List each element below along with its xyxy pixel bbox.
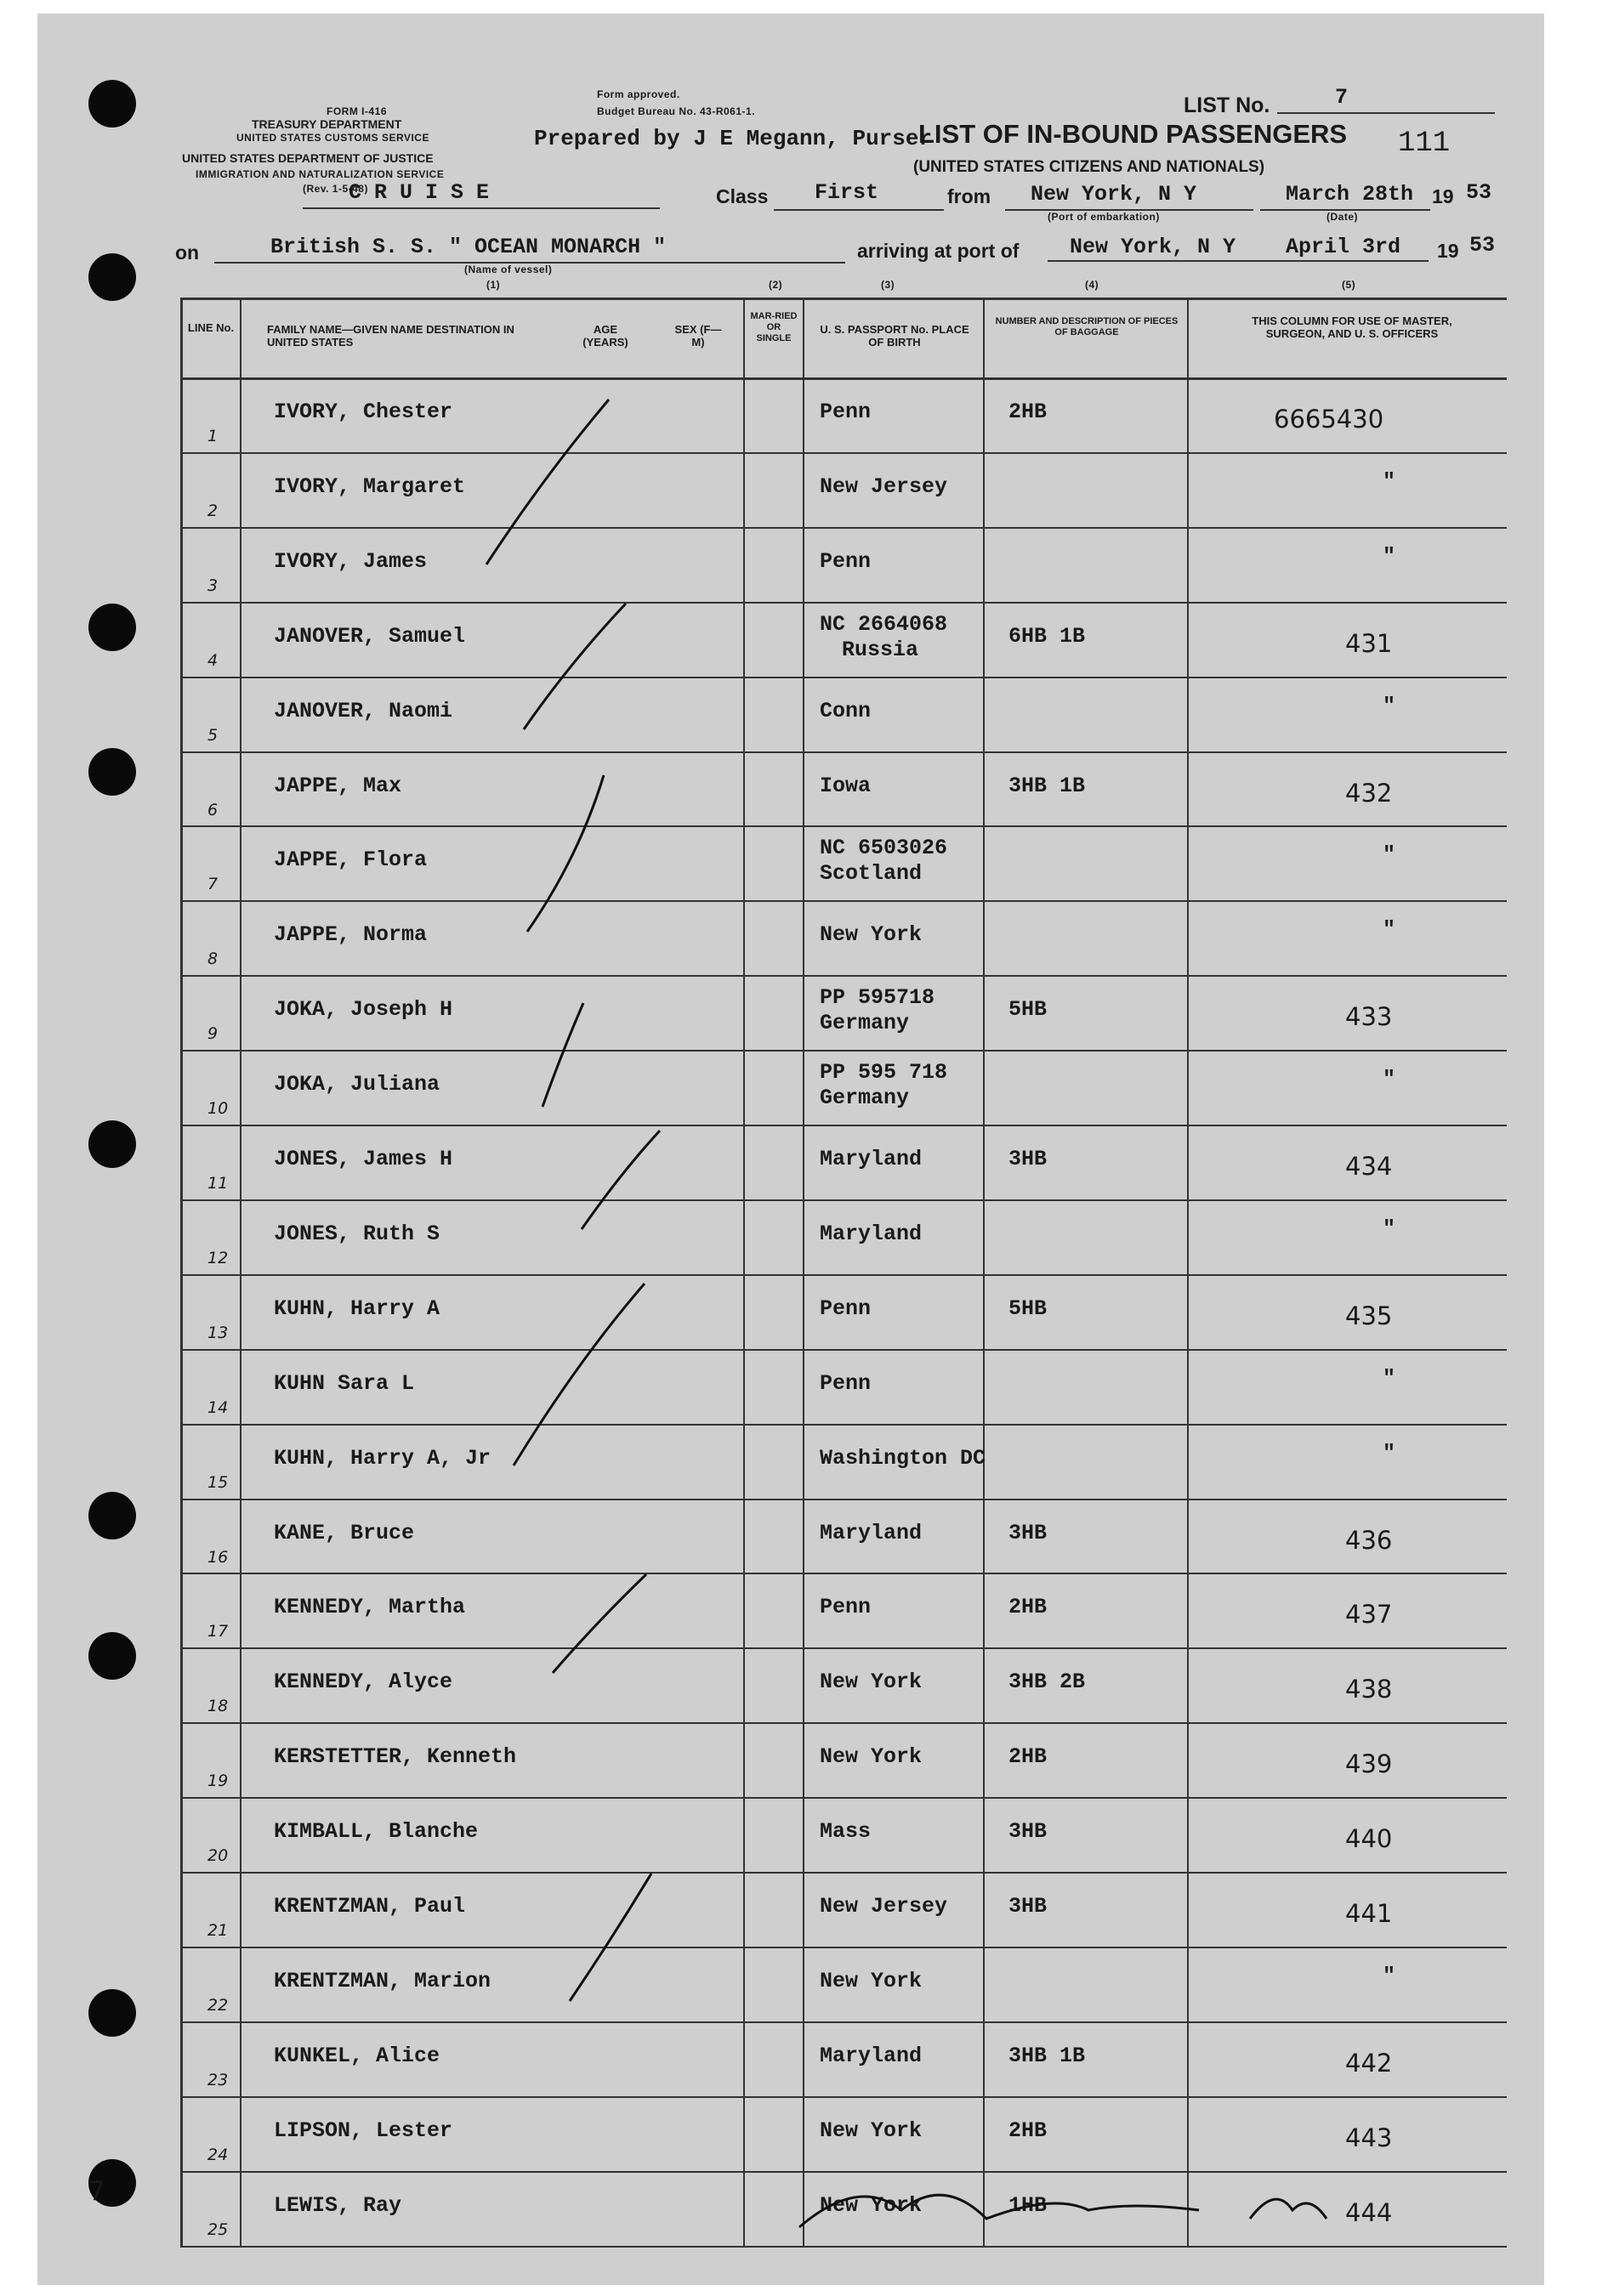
officer-note: " (1383, 1441, 1396, 1465)
form-title: LIST OF IN-BOUND PASSENGERS (918, 119, 1348, 149)
place-of-birth: Penn (820, 549, 872, 574)
passenger-name: JONES, Ruth S (274, 1222, 440, 1246)
line-number: 25 (207, 2220, 229, 2239)
officer-note: " (1383, 469, 1396, 494)
col-number: (2) (769, 279, 783, 291)
class-value: First (815, 180, 879, 205)
passenger-name: JOKA, Joseph H (274, 997, 453, 1022)
cruise-stamp: C R U I S E (349, 180, 490, 205)
list-number: 7 (1335, 85, 1349, 110)
baggage: 5HB (1008, 997, 1048, 1022)
col-header-name: FAMILY NAME—GIVEN NAME DESTINATION IN UNITED STATES (267, 323, 514, 349)
passenger-name: KANE, Bruce (274, 1521, 415, 1545)
place-of-birth: New York (820, 2193, 923, 2218)
baggage: 2HB (1008, 1744, 1048, 1769)
line-number: 8 (207, 950, 219, 968)
line-number: 23 (207, 2071, 229, 2089)
officer-note: " (1383, 1067, 1396, 1091)
line-number: 5 (207, 726, 219, 745)
line-number: 14 (207, 1398, 229, 1417)
baggage: 2HB (1008, 1595, 1048, 1619)
officer-note: 442 (1345, 2049, 1393, 2078)
prepared-by: Prepared by J E Megann, Purser (534, 126, 933, 151)
agency-treasury: TREASURY DEPARTMENT (252, 117, 402, 131)
officer-note: 435 (1345, 1301, 1393, 1330)
officer-note: 431 (1345, 629, 1393, 658)
line-number: 22 (207, 1996, 229, 2015)
baggage: 3HB 1B (1008, 2044, 1086, 2068)
col-number: (3) (881, 279, 895, 291)
passenger-name: KUHN, Harry A (274, 1296, 440, 1321)
passenger-name: KUNKEL, Alice (274, 2044, 440, 2068)
line-number: 10 (207, 1099, 229, 1118)
line-number: 13 (207, 1324, 229, 1342)
baggage: 3HB (1008, 1819, 1048, 1844)
form-subtitle: (UNITED STATES CITIZENS AND NATIONALS) (913, 158, 1265, 176)
year-prefix: 19 (1432, 185, 1454, 207)
line-number: 9 (207, 1024, 219, 1043)
port-of-embarkation: New York, N Y (1031, 182, 1197, 207)
vessel-name: British S. S. " OCEAN MONARCH " (270, 235, 667, 259)
col-number: (1) (486, 279, 501, 291)
arrival-year-prefix: 19 (1437, 240, 1459, 262)
place-of-birth: New York (820, 2118, 923, 2143)
passenger-name: LEWIS, Ray (274, 2193, 402, 2218)
line-number: 21 (207, 1921, 229, 1940)
baggage: 2HB (1008, 400, 1048, 424)
passenger-name: JAPPE, Max (274, 774, 402, 798)
port-label: (Port of embarkation) (1048, 211, 1160, 223)
line-number: 4 (207, 651, 219, 670)
place-of-birth: Mass (820, 1819, 872, 1844)
line-number: 2 (207, 502, 219, 520)
col-number: (5) (1342, 279, 1356, 291)
line-number: 19 (207, 1772, 229, 1790)
passenger-name: KRENTZMAN, Paul (274, 1894, 466, 1919)
line-number: 18 (207, 1697, 229, 1715)
officer-note: " (1383, 1216, 1396, 1241)
place-of-birth: New York (820, 1969, 923, 1993)
officer-note: " (1383, 694, 1396, 718)
officer-note: 443 (1345, 2123, 1393, 2152)
class-label: Class (716, 185, 769, 207)
place-of-birth: Washington DC (820, 1446, 986, 1471)
place-of-birth: Russia (842, 638, 919, 662)
baggage: 1HB (1008, 2193, 1048, 2218)
passport-number: NC 6503026 (820, 836, 948, 860)
officer-note: 433 (1345, 1002, 1393, 1031)
list-number-label: LIST No. (1184, 94, 1270, 117)
form-number: FORM I-416 (327, 105, 388, 117)
line-number: 3 (207, 576, 219, 595)
passenger-name: JAPPE, Flora (274, 848, 428, 872)
line-number: 1 (207, 427, 219, 445)
place-of-birth: New York (820, 922, 923, 947)
officer-note: 438 (1345, 1675, 1393, 1704)
line-number: 15 (207, 1473, 229, 1492)
officer-note: " (1383, 917, 1396, 942)
place-of-birth: New York (820, 1670, 923, 1694)
place-of-birth: Maryland (820, 2044, 923, 2068)
col-header-passport: U. S. PASSPORT No. PLACE OF BIRTH (820, 323, 969, 349)
embarkation-date: March 28th (1286, 182, 1414, 207)
passenger-name: KERSTETTER, Kenneth (274, 1744, 517, 1769)
line-number: 7 (207, 875, 219, 893)
col-header-married: MAR-RIED OR SINGLE (750, 311, 798, 343)
arriving-label: arriving at port of (857, 240, 1020, 262)
officer-note: " (1383, 842, 1396, 867)
officer-note: 434 (1345, 1152, 1393, 1181)
passenger-name: KIMBALL, Blanche (274, 1819, 479, 1844)
passenger-name: LIPSON, Lester (274, 2118, 453, 2143)
baggage: 3HB (1008, 1147, 1048, 1171)
date-label: (Date) (1326, 211, 1359, 223)
line-number: 20 (207, 1846, 229, 1865)
line-number: 16 (207, 1548, 229, 1567)
col-header-sex: SEX (F—M) (674, 323, 722, 349)
officer-note: 436 (1345, 1526, 1393, 1555)
officer-note: 440 (1345, 1824, 1393, 1853)
officer-note: 6665430 (1274, 405, 1384, 434)
baggage: 3HB 1B (1008, 774, 1086, 798)
place-of-birth: Penn (820, 400, 872, 424)
place-of-birth: Maryland (820, 1222, 923, 1246)
baggage: 2HB (1008, 2118, 1048, 2143)
officer-note: " (1383, 1964, 1396, 1988)
officer-note: " (1383, 544, 1396, 569)
margin-mark: 7 (88, 2176, 105, 2207)
agency-ins: IMMIGRATION AND NATURALIZATION SERVICE (196, 168, 445, 180)
place-of-birth: New Jersey (820, 474, 948, 499)
page-number: 111 (1398, 128, 1451, 160)
baggage: 6HB 1B (1008, 624, 1086, 649)
place-of-birth: Scotland (820, 861, 923, 886)
place-of-birth: Conn (820, 699, 872, 723)
col-header-officers: THIS COLUMN FOR USE OF MASTER, SURGEON, AND U. S. OFFICERS (1252, 315, 1452, 340)
place-of-birth: New Jersey (820, 1894, 948, 1919)
embarkation-year: 53 (1466, 180, 1492, 205)
baggage: 5HB (1008, 1296, 1048, 1321)
on-label: on (175, 241, 200, 264)
officer-note: " (1383, 1366, 1396, 1391)
line-number: 6 (207, 801, 219, 819)
form-revision: (Rev. 1-5-48) (303, 183, 368, 195)
officer-note: 437 (1345, 1600, 1393, 1629)
passenger-name: JOKA, Juliana (274, 1072, 440, 1097)
passenger-name: IVORY, James (274, 549, 428, 574)
place-of-birth: Maryland (820, 1147, 923, 1171)
baggage: 3HB 2B (1008, 1670, 1086, 1694)
passenger-name: KUHN Sara L (274, 1371, 415, 1396)
place-of-birth: New York (820, 1744, 923, 1769)
passport-number: PP 595 718 (820, 1060, 948, 1085)
passenger-name: JONES, James H (274, 1147, 453, 1171)
passport-number: PP 595718 (820, 985, 935, 1010)
baggage: 3HB (1008, 1894, 1048, 1919)
passenger-name: KUHN, Harry A, Jr (274, 1446, 491, 1471)
line-number: 17 (207, 1622, 229, 1641)
line-number: 11 (207, 1174, 229, 1193)
passenger-name: KENNEDY, Martha (274, 1595, 466, 1619)
place-of-birth: Penn (820, 1296, 872, 1321)
from-label: from (947, 185, 991, 207)
place-of-birth: Germany (820, 1086, 910, 1110)
passenger-name: JANOVER, Samuel (274, 624, 466, 649)
arrival-date: April 3rd (1286, 235, 1401, 259)
passenger-name: JANOVER, Naomi (274, 699, 453, 723)
passenger-name: IVORY, Margaret (274, 474, 466, 499)
arrival-year: 53 (1469, 233, 1496, 258)
col-header-baggage: NUMBER AND DESCRIPTION OF PIECES OF BAGGAGE (995, 316, 1179, 337)
passenger-name: JAPPE, Norma (274, 922, 428, 947)
place-of-birth: Maryland (820, 1521, 923, 1545)
line-number: 12 (207, 1249, 229, 1267)
officer-note: 441 (1345, 1899, 1393, 1928)
agency-justice: UNITED STATES DEPARTMENT OF JUSTICE (182, 151, 434, 165)
officer-note: 439 (1345, 1749, 1393, 1778)
baggage: 3HB (1008, 1521, 1048, 1545)
place-of-birth: Penn (820, 1371, 872, 1396)
officer-note: 444 (1345, 2198, 1393, 2227)
passenger-name: KENNEDY, Alyce (274, 1670, 453, 1694)
place-of-birth: Germany (820, 1011, 910, 1035)
col-number: (4) (1085, 279, 1099, 291)
place-of-birth: Penn (820, 1595, 872, 1619)
line-number: 24 (207, 2146, 229, 2164)
budget-bureau: Budget Bureau No. 43-R061-1. (597, 105, 756, 117)
form-approved: Form approved. (597, 88, 680, 100)
place-of-birth: Iowa (820, 774, 872, 798)
passenger-name: IVORY, Chester (274, 400, 453, 424)
arrival-port: New York, N Y (1070, 235, 1236, 259)
officer-note: 432 (1345, 779, 1393, 808)
agency-customs: UNITED STATES CUSTOMS SERVICE (236, 132, 429, 144)
passenger-name: KRENTZMAN, Marion (274, 1969, 491, 1993)
passport-number: NC 2664068 (820, 612, 948, 637)
col-header-age: AGE (YEARS) (582, 323, 628, 349)
col-header-line: LINE No. (187, 321, 235, 334)
vessel-label: (Name of vessel) (464, 264, 553, 275)
